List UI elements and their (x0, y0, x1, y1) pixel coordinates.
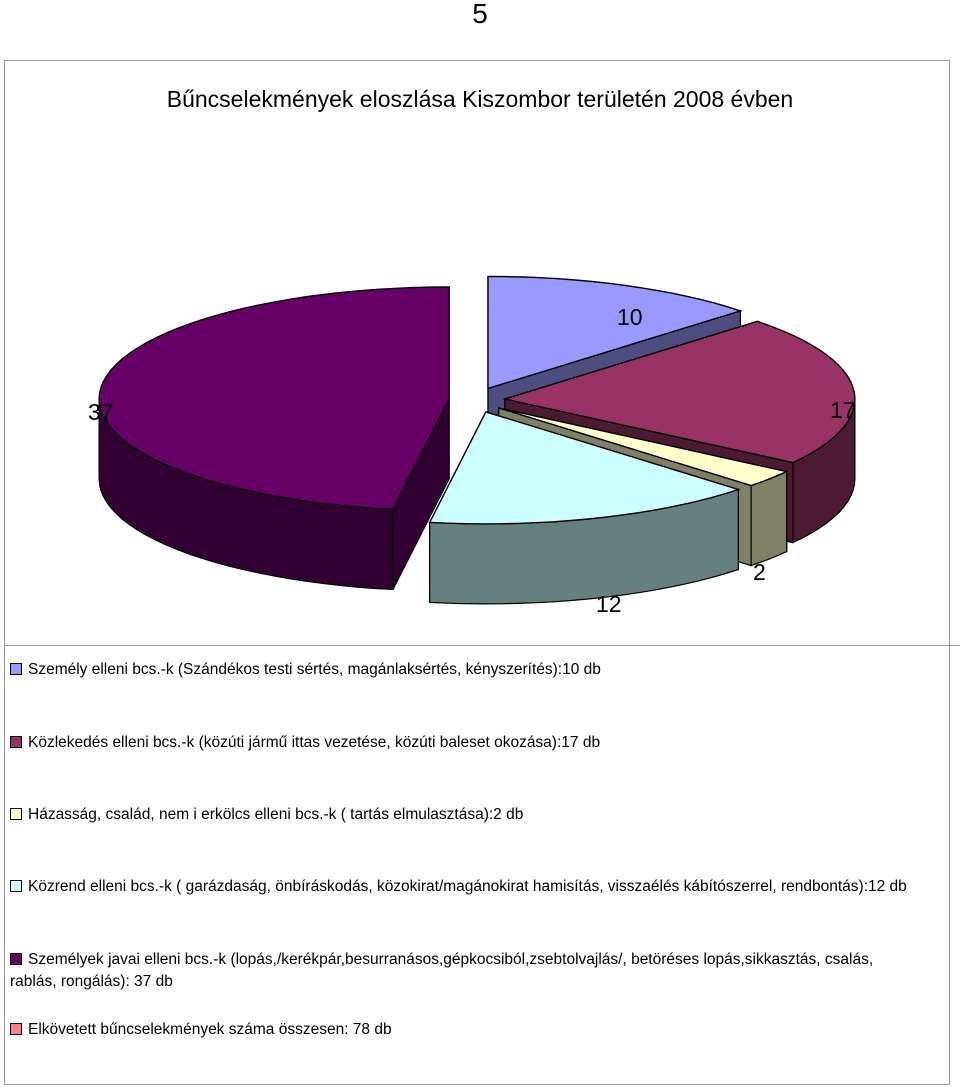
legend-label-cont: rablás, rongálás): 37 db (10, 973, 173, 990)
page-number: 5 (472, 0, 488, 29)
legend-item-property-cont (10, 971, 173, 993)
legend-swatch (10, 663, 22, 675)
legend-item-traffic (10, 732, 600, 754)
data-label-personal: 10 (617, 304, 643, 330)
data-label-traffic: 17 (830, 397, 856, 423)
legend-label: Személy elleni bcs.-k (Szándékos testi sértés, magánlaksértés, kényszerítés):10 db (28, 661, 601, 678)
legend-item-personal (10, 659, 601, 681)
pie-slice-property (99, 287, 449, 590)
legend-swatch (10, 953, 22, 965)
legend-swatch (10, 1023, 22, 1035)
legend-label: Közrend elleni bcs.-k ( garázdaság, önbíráskodás, közokirat/magánokirat hamisítás, visszaélés kábítószerrel, rendbontás):12 db (28, 878, 907, 895)
legend-swatch (10, 808, 22, 820)
legend-label: Elkövetett bűncselekmények száma összesen: 78 db (28, 1021, 392, 1038)
legend-label: Közlekedés elleni bcs.-k (közúti jármű ittas vezetése, közúti baleset okozása):17 db (28, 734, 601, 751)
legend-label: Személyek javai elleni bcs.-k (lopás,/kerékpár,besurranásos,gépkocsiból,zsebtolvajlás/, betöréses lopás,sikkasztás, csalás, (28, 951, 874, 968)
legend-item-property (10, 949, 873, 971)
data-label-family: 2 (753, 559, 766, 585)
legend-item-family (10, 804, 523, 826)
slice-side (751, 472, 787, 566)
legend-item-total (10, 1019, 392, 1041)
data-label-property: 37 (88, 399, 114, 425)
data-label-public-order: 12 (596, 591, 622, 617)
chart-title: Bűncselekmények eloszlása Kiszombor területén 2008 évben (166, 86, 794, 112)
legend-label: Házasság, család, nem i erkölcs elleni bcs.-k ( tartás elmulasztása):2 db (28, 806, 524, 823)
pie-slices (99, 276, 855, 603)
legend-swatch (10, 880, 22, 892)
legend-item-public-order (10, 876, 907, 898)
legend-swatch (10, 736, 22, 748)
